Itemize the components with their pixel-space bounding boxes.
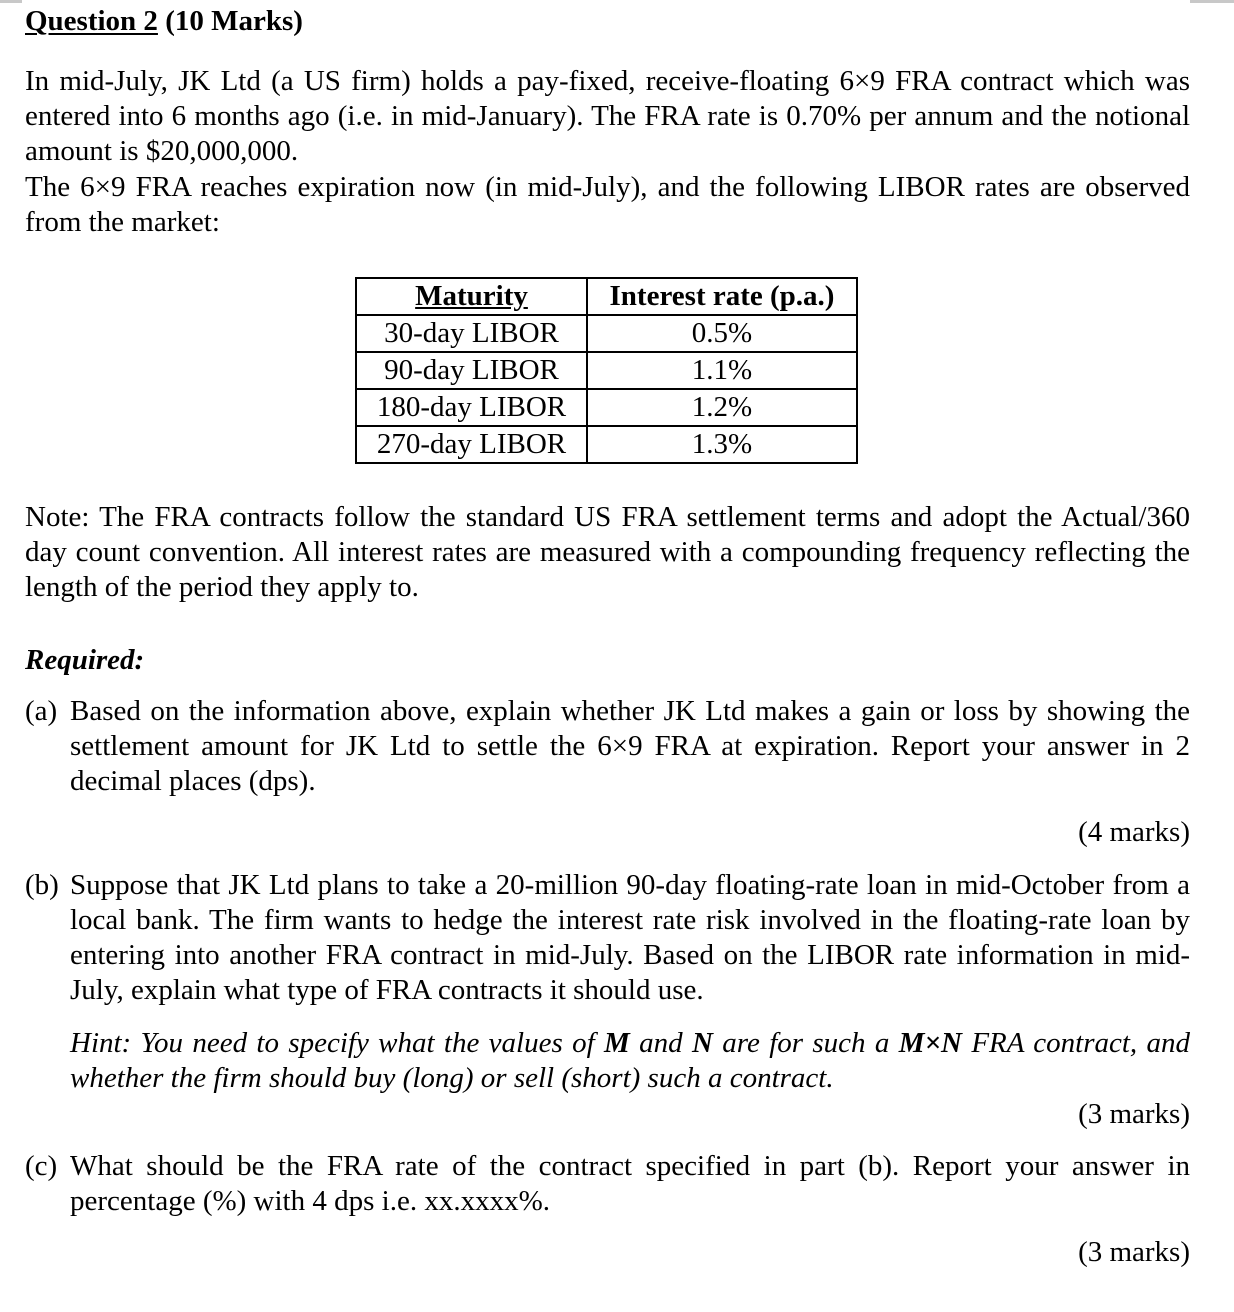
table-row — [356, 315, 857, 352]
rate-cell: 1.2% — [587, 389, 857, 426]
maturity-cell: 30-day LIBOR — [356, 315, 587, 352]
header-rate: Interest rate (p.a.) — [587, 278, 857, 315]
part-b — [25, 868, 1190, 1008]
required-heading: Required: — [25, 644, 145, 676]
page-corner-left — [0, 0, 22, 3]
part-a-label: (a) — [25, 695, 58, 727]
intro-paragraph-2: The 6×9 FRA reaches expiration now (in mid-July), and the following LIBOR rates are observed from the market: — [25, 171, 1190, 238]
part-b-text: Suppose that JK Ltd plans to take a 20-million 90-day floating-rate loan in mid-October from a local bank. The firm wants to hedge the interest rate risk involved in the floating-rate loan by entering into another FRA contract in mid-July. Based on the LIBOR rate information in mid-July, explain what type of FRA contracts it should use. — [70, 869, 1190, 1006]
part-a-marks: (4 marks) — [1078, 816, 1190, 848]
rate-cell: 1.1% — [587, 352, 857, 389]
page-corner-right — [1190, 0, 1234, 3]
part-c-marks: (3 marks) — [1078, 1236, 1190, 1268]
table-row — [356, 352, 857, 389]
table-header-row — [356, 278, 857, 315]
table-row — [356, 426, 857, 463]
question-title: Question 2 (10 Marks) — [25, 5, 303, 37]
part-a — [25, 694, 1190, 799]
rate-cell: 0.5% — [587, 315, 857, 352]
header-maturity: Maturity — [356, 278, 587, 315]
rate-cell: 1.3% — [587, 426, 857, 463]
maturity-cell: 180-day LIBOR — [356, 389, 587, 426]
maturity-cell: 90-day LIBOR — [356, 352, 587, 389]
intro-paragraph: In mid-July, JK Ltd (a US firm) holds a pay-fixed, receive-floating 6×9 FRA contract which was entered into 6 months ago (i.e. in mid-January). The FRA rate is 0.70% per annum and the notional amount is $20,000,000. — [25, 65, 1190, 167]
note-paragraph: Note: The FRA contracts follow the standard US FRA settlement terms and adopt the Actual/360 day count convention. All interest rates are measured with a compounding frequency reflecting the length of the period they apply to. — [25, 501, 1190, 603]
part-b-label: (b) — [25, 869, 59, 901]
part-b-hint: Hint: You need to specify what the values of M and N are for such a M×N FRA contract, and whether the firm should buy (long) or sell (short) such a contract. — [70, 1027, 1191, 1094]
part-c — [25, 1149, 1190, 1219]
part-a-text: Based on the information above, explain whether JK Ltd makes a gain or loss by showing the settlement amount for JK Ltd to settle the 6×9 FRA at expiration. Report your answer in 2 decimal places (dps). — [70, 695, 1190, 797]
part-b-marks: (3 marks) — [1078, 1098, 1190, 1130]
table-row — [356, 389, 857, 426]
libor-table — [355, 277, 858, 464]
part-c-text: What should be the FRA rate of the contract specified in part (b). Report your answer in percentage (%) with 4 dps i.e. xx.xxxx%. — [70, 1150, 1190, 1217]
maturity-cell: 270-day LIBOR — [356, 426, 587, 463]
part-c-label: (c) — [25, 1150, 58, 1182]
